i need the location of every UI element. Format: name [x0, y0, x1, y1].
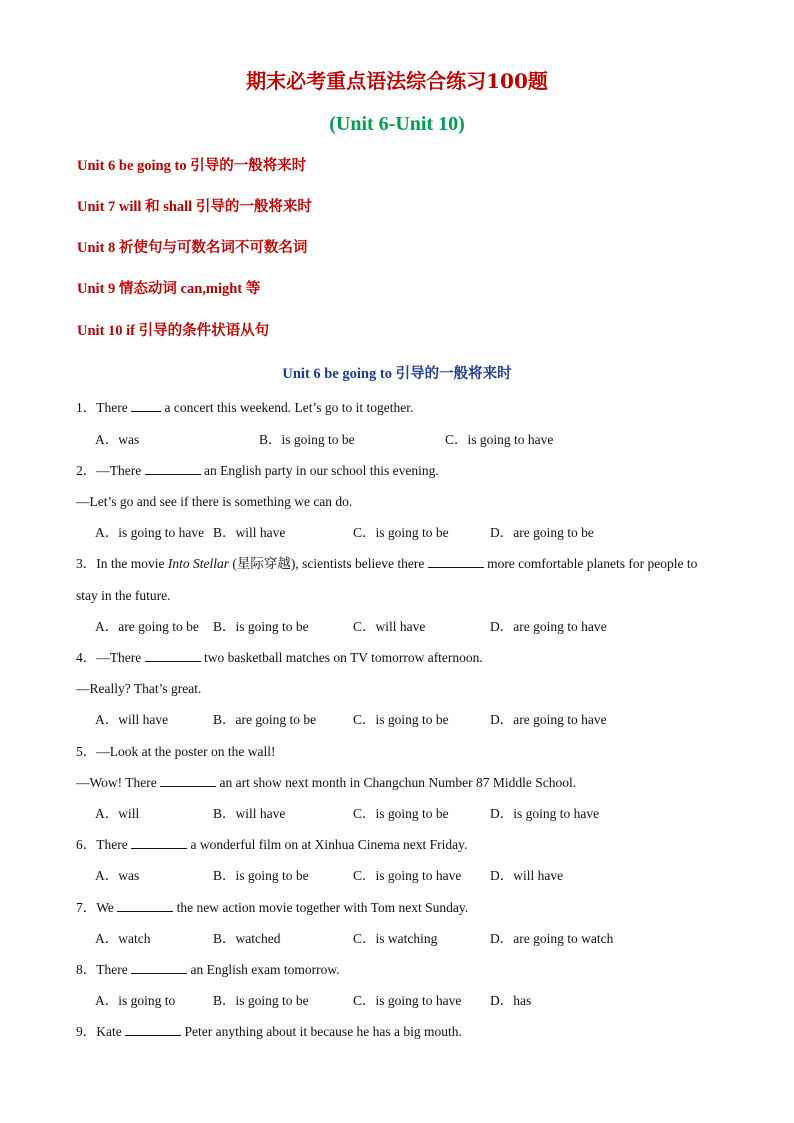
question-stem: —Let’s go and see if there is something we can do.: [76, 494, 353, 509]
answer-option: C．is going to have: [353, 993, 462, 1008]
unit-list-item: Unit 8 祈使句与可数名词不可数名词: [77, 240, 308, 256]
answer-blank: [145, 649, 201, 662]
answer-option: C．is going to be: [353, 712, 449, 727]
answer-option: A．is going to: [95, 993, 176, 1008]
answer-option: D．are going to have: [490, 712, 607, 727]
answer-option: C．is going to have: [353, 868, 462, 883]
question-stem: 6．There a wonderful film on at Xinhua Cinema next Friday.: [76, 837, 468, 852]
answer-blank: [125, 1023, 181, 1036]
answer-option: B．is going to be: [259, 432, 355, 447]
answer-blank: [160, 774, 216, 787]
page-subtitle: (Unit 6-Unit 10): [329, 113, 465, 135]
answer-blank: [117, 899, 173, 912]
answer-option: A．was: [95, 868, 140, 883]
answer-option: D．are going to have: [490, 619, 607, 634]
question-stem: 7．We the new action movie together with Tom next Sunday.: [76, 900, 469, 915]
answer-option: B．are going to be: [213, 712, 317, 727]
answer-option: B．is going to be: [213, 993, 309, 1008]
unit-list-item: Unit 9 情态动词 can,might 等: [77, 281, 261, 297]
answer-option: C．is going to be: [353, 806, 449, 821]
question-stem: 3．In the movie Into Stellar (星际穿越), scientists believe there more comfortable planets for people to: [76, 556, 698, 571]
answer-option: A．will: [95, 806, 140, 821]
answer-option: A．will have: [95, 712, 169, 727]
answer-option: D．is going to have: [490, 806, 600, 821]
answer-option: C．is going to have: [445, 432, 554, 447]
question-stem: 1．There a concert this weekend. Let’s go to it together.: [76, 400, 414, 415]
unit-list-item: Unit 10 if 引导的条件状语从句: [77, 323, 270, 339]
question-stem: —Really? That’s great.: [76, 681, 202, 696]
answer-option: D．are going to watch: [490, 931, 614, 946]
question-stem: 2．—There an English party in our school this evening.: [76, 463, 439, 478]
answer-option: C．is watching: [353, 931, 438, 946]
answer-option: B．will have: [213, 806, 286, 821]
question-stem: 4．—There two basketball matches on TV tomorrow afternoon.: [76, 650, 483, 665]
answer-option: B．will have: [213, 525, 286, 540]
answer-option: C．is going to be: [353, 525, 449, 540]
question-stem: 8．There an English exam tomorrow.: [76, 962, 340, 977]
answer-option: A．was: [95, 432, 140, 447]
answer-option: B．is going to be: [213, 868, 309, 883]
answer-option: D．will have: [490, 868, 564, 883]
question-stem: 9．Kate Peter anything about it because he has a big mouth.: [76, 1024, 462, 1039]
answer-option: B．is going to be: [213, 619, 309, 634]
answer-blank: [428, 555, 484, 568]
question-stem: —Wow! There an art show next month in Changchun Number 87 Middle School.: [76, 775, 577, 790]
unit-list-item: Unit 7 will 和 shall 引导的一般将来时: [77, 199, 312, 215]
answer-option: D．are going to be: [490, 525, 594, 540]
unit-list-item: Unit 6 be going to 引导的一般将来时: [77, 158, 307, 174]
page-title: 期末必考重点语法综合练习100题: [246, 69, 548, 93]
answer-blank: [131, 836, 187, 849]
question-stem: 5．—Look at the poster on the wall!: [76, 744, 276, 759]
answer-blank: [131, 961, 187, 974]
answer-option: D．has: [490, 993, 532, 1008]
answer-blank: [145, 462, 201, 475]
answer-option: A．are going to be: [95, 619, 199, 634]
section-heading: Unit 6 be going to 引导的一般将来时: [282, 366, 512, 382]
answer-option: C．will have: [353, 619, 426, 634]
answer-option: A．is going to have: [95, 525, 205, 540]
answer-blank: [131, 399, 161, 412]
answer-option: A．watch: [95, 931, 151, 946]
answer-option: B．watched: [213, 931, 281, 946]
question-stem: stay in the future.: [76, 588, 171, 603]
